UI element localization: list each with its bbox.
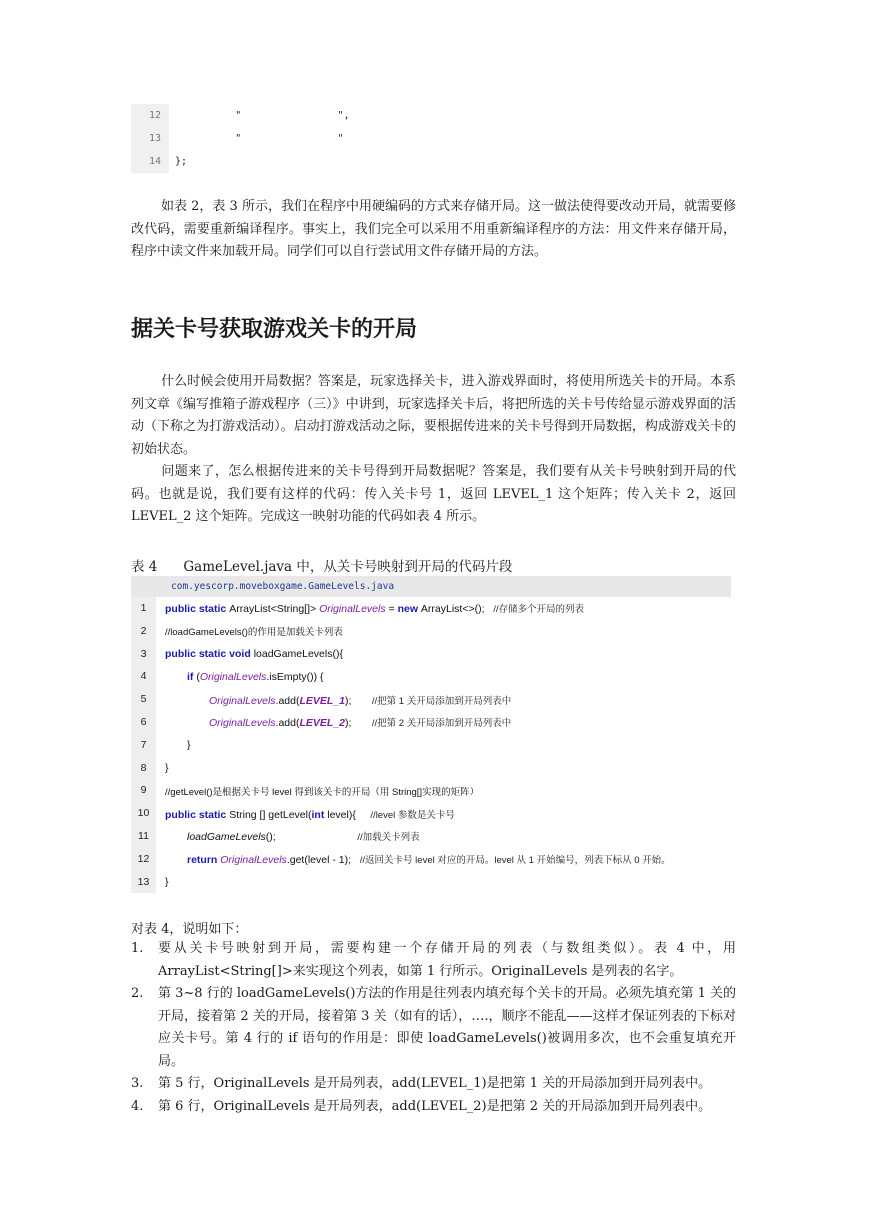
table-caption bbox=[131, 555, 512, 575]
list-item bbox=[131, 1096, 736, 1119]
code-line bbox=[131, 150, 731, 173]
code-comment: //getLevel()是根据关卡号 level 得到该关卡的开局（用 String[]实现的矩阵） bbox=[165, 786, 480, 798]
code-token: ( bbox=[196, 670, 200, 683]
code-comment: //加载关卡列表 bbox=[357, 832, 420, 844]
note-intro: 对表 4，说明如下： bbox=[131, 922, 248, 937]
code-text bbox=[156, 852, 671, 866]
keyword: int bbox=[311, 808, 328, 821]
code-comment: //把第 2 关开局添加到开局列表中 bbox=[371, 718, 512, 730]
code-line bbox=[131, 848, 731, 871]
line-number: 1 bbox=[131, 597, 156, 620]
code-token: ); bbox=[345, 717, 372, 730]
keyword: return bbox=[187, 854, 221, 867]
code-text bbox=[156, 829, 420, 843]
list-item-text: 第 3~8 行的 loadGameLevels()方法的作用是往列表内填充每个关卡的开局。必须先填充第 1 关的开局，接着第 2 关的开局，接着第 3 关（如有的话），….，顺序不能乱——这样才保证列表的下标对应关卡号。第 4 行的 if 语句的作用是：即使 loadGameLevels()被调用多次，也不会重复填充开局。 bbox=[158, 986, 736, 1069]
caption-text: GameLevel.java 中，从关卡号映射到开局的代码片段 bbox=[183, 559, 513, 575]
code-token: level){ bbox=[327, 808, 371, 821]
field-name: OriginalLevels bbox=[199, 670, 267, 683]
line-number: 9 bbox=[131, 779, 156, 802]
field-name: OriginalLevels bbox=[209, 694, 276, 707]
list-item-text: 第 6 行，OriginalLevels 是开局列表，add(LEVEL_2)是把第 2 关的开局添加到开局列表中。 bbox=[158, 1098, 712, 1114]
code-line bbox=[131, 643, 731, 666]
code-fragment-top bbox=[131, 104, 731, 173]
constant-name: LEVEL_2 bbox=[299, 717, 346, 730]
code-text: " " bbox=[175, 133, 344, 144]
code-text: " ", bbox=[175, 110, 350, 121]
code-line bbox=[131, 127, 731, 150]
code-token: = bbox=[385, 603, 398, 616]
code-line bbox=[131, 597, 731, 620]
code-file-header: com.yescorp.moveboxgame.GameLevels.java bbox=[131, 576, 731, 597]
code-token: ); bbox=[345, 694, 372, 707]
code-text bbox=[156, 648, 343, 660]
keyword: new bbox=[397, 603, 421, 616]
paragraph-text: 问题来了，怎么根据传进来的关卡号得到开局数据呢？答案是，我们要有从关卡号映射到开局的代码。也就是说，我们要有这样的代码：传入关卡号 1，返回 LEVEL_1 这个矩阵；传入关卡 2，返回 LEVEL_2 这个矩阵。完成这一映射功能的代码如表 4 所示。 bbox=[131, 464, 736, 524]
code-line bbox=[131, 104, 731, 127]
line-number: 14 bbox=[131, 150, 169, 173]
explanation-list bbox=[131, 938, 736, 1118]
line-number: 5 bbox=[131, 688, 156, 711]
line-number: 13 bbox=[131, 127, 169, 150]
list-item-text: 第 5 行，OriginalLevels 是开局列表，add(LEVEL_1)是把第 1 关的开局添加到开局列表中。 bbox=[158, 1076, 712, 1091]
list-marker: 3. bbox=[131, 1076, 144, 1091]
code-table bbox=[131, 576, 731, 893]
line-number: 4 bbox=[131, 665, 156, 688]
paragraph-3 bbox=[131, 461, 736, 529]
keyword: public static void bbox=[165, 647, 254, 660]
code-text bbox=[156, 671, 324, 683]
list-marker: 1. bbox=[131, 941, 144, 956]
line-number: 6 bbox=[131, 711, 156, 734]
code-token: ArrayList<>(); bbox=[420, 603, 494, 616]
code-line bbox=[131, 665, 731, 688]
code-line bbox=[131, 620, 731, 643]
field-name: OriginalLevels bbox=[319, 603, 386, 616]
section-heading: 据关卡号获取游戏关卡的开局 bbox=[131, 317, 418, 342]
list-marker: 2. bbox=[131, 986, 144, 1001]
paragraph-text: 如表 2，表 3 所示，我们在程序中用硬编码的方式来存储开局。这一做法使得要改动开局，就需要修改代码，需要重新编译程序。事实上，我们完全可以采用不用重新编译程序的方法：用文件来存储开局，程序中读文件来加载开局。同学们可以自行尝试用文件存储开局的方法。 bbox=[131, 199, 736, 259]
list-item bbox=[131, 983, 736, 1073]
code-text bbox=[156, 715, 511, 729]
code-token: (); bbox=[265, 831, 358, 844]
code-token: .isEmpty()) { bbox=[266, 670, 324, 683]
line-number: 3 bbox=[131, 643, 156, 666]
code-token: .add( bbox=[275, 694, 300, 707]
code-text bbox=[156, 693, 511, 707]
line-number: 7 bbox=[131, 734, 156, 757]
code-line bbox=[131, 779, 731, 802]
code-line bbox=[131, 825, 731, 848]
code-line bbox=[131, 734, 731, 757]
code-line bbox=[131, 871, 731, 894]
code-comment: //把第 1 关开局添加到开局列表中 bbox=[371, 695, 512, 707]
line-number: 10 bbox=[131, 802, 156, 825]
code-text: }; bbox=[175, 156, 188, 167]
line-number: 12 bbox=[131, 848, 156, 871]
code-text bbox=[156, 807, 455, 821]
code-line bbox=[131, 711, 731, 734]
keyword: public static bbox=[165, 603, 230, 616]
code-token: loadGameLevels(){ bbox=[253, 647, 343, 660]
code-line bbox=[131, 757, 731, 780]
list-item bbox=[131, 1073, 736, 1096]
code-comment: //level 参数是关卡号 bbox=[370, 809, 455, 821]
field-name: OriginalLevels bbox=[209, 717, 276, 730]
code-line bbox=[131, 688, 731, 711]
code-text: } bbox=[187, 739, 191, 752]
line-number: 2 bbox=[131, 620, 156, 643]
line-number: 12 bbox=[131, 104, 169, 127]
list-marker: 4. bbox=[131, 1098, 144, 1114]
list-item bbox=[131, 938, 736, 983]
code-token: ArrayList<String[]> bbox=[229, 603, 320, 616]
keyword: if bbox=[187, 670, 197, 683]
list-item-text: 要从关卡号映射到开局，需要构建一个存储开局的列表（与数组类似）。表 4 中，用 ArrayList<String[]>来实现这个列表，如第 1 行所示。OriginalLevels 是列表的名字。 bbox=[158, 941, 736, 979]
line-number: 13 bbox=[131, 871, 156, 894]
paragraph-text: 什么时候会使用开局数据？答案是，玩家选择关卡，进入游戏界面时，将使用所选关卡的开局。本系列文章《编写推箱子游戏程序（三）》中讲到，玩家选择关卡后，将把所选的关卡号传给显示游戏界面的活动（下称之为打游戏活动）。启动打游戏活动之际，要根据传进来的关卡号得到开局数据，构成游戏关卡的初始状态。 bbox=[131, 374, 736, 457]
code-token: String [] getLevel( bbox=[229, 808, 312, 821]
paragraph-2 bbox=[131, 371, 736, 461]
code-comment: //存储多个开局的列表 bbox=[493, 604, 585, 616]
method-call: loadGameLevels bbox=[187, 831, 266, 844]
code-text bbox=[156, 601, 584, 615]
paragraph-1 bbox=[131, 196, 736, 264]
keyword: public static bbox=[165, 808, 230, 821]
line-number: 8 bbox=[131, 757, 156, 780]
code-comment: //loadGameLevels()的作用是加载关卡列表 bbox=[165, 627, 343, 639]
code-comment: //返回关卡号 level 对应的开局。level 从 1 开始编号，列表下标从 0 开始。 bbox=[359, 855, 671, 867]
code-text: } bbox=[165, 875, 169, 888]
constant-name: LEVEL_1 bbox=[299, 694, 346, 707]
code-token: .get(level - 1); bbox=[286, 854, 360, 867]
code-line bbox=[131, 802, 731, 825]
code-text: } bbox=[165, 761, 169, 774]
code-token: .add( bbox=[275, 717, 300, 730]
caption-label: 表 4 bbox=[131, 559, 158, 575]
field-name: OriginalLevels bbox=[220, 854, 287, 867]
line-number: 11 bbox=[131, 825, 156, 848]
